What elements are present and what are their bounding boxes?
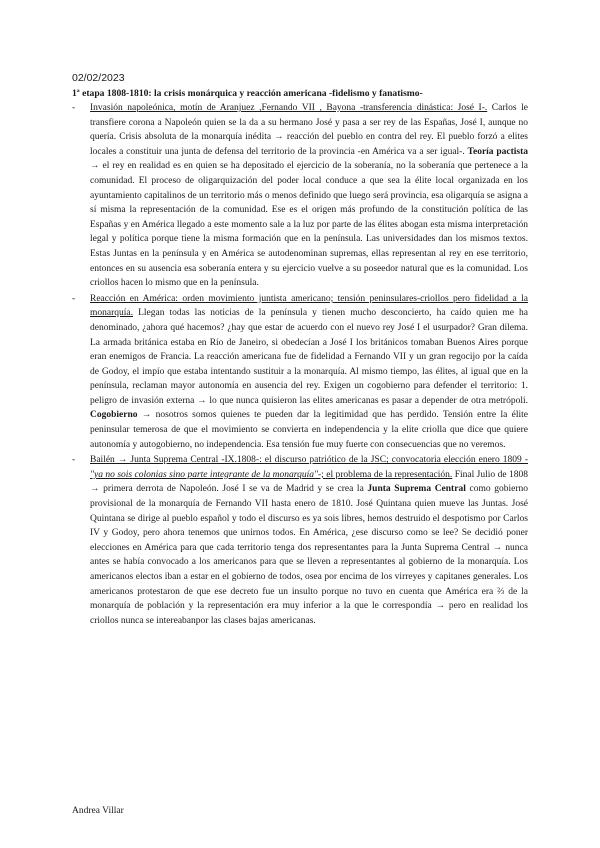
item-title: Reacción en América: orden movimiento juntista americano; tensión peninsulares-criollos pero fidelidad a la monarquía. xyxy=(90,293,528,319)
item-bold-term: Cogobierno xyxy=(90,410,138,421)
item-text: Carlos le transfiere corona a Napoleón quien se la da a su hermano José y pasa a ser rey de las Españas, José I, aunque no quería. Crisis absoluta de la monarquía inédita → reacción del pueblo en contra del rey. El pueblo forzó a elites locales a constituir una junta de defensa del territorio de la provincia -en América va a ser igual-. xyxy=(90,103,528,157)
item-title: Invasión napoleónica, motín de Aranjuez ,Fernando VII , Bayona -transferencia dinástica: José I-. xyxy=(90,103,488,113)
item-text: Llegan todas las noticias de la península y tienen mucho desconcierto, ha caído quien me ha denominado, ¿ahora qué hacemos? ¿hay que estar de acuerdo con el nuevo rey José I el usurpador? Gran dilema. La armada británica estaba en Río de Janeiro, si obedecían a José I los británicos tomaban Buenos Aires porque eran enemigos de Francia. La reacción americana fue de fidelidad a Fernando VII y un gran regocijo por la caída de Godoy, el impío que estaba intentando sustituir a la monarquía. Al mismo tiempo, las élites, al igual que en la península, reclaman mayor autonomía en ausencia del rey. Exigen un cogobierno para defender el territorio: 1. peligro de invasión externa → lo que nunca quisieron las elites americanas es pasar a depender de otra metrópoli. xyxy=(90,308,528,406)
item-text: como gobierno provisional de la monarquía de Fernando VII hasta enero de 1810. José Quintana quien mueve las Juntas. José Quintana se dirige al pueblo español y todo el discurso es ya sois libres, hemos destruido el despotismo por Carlos IV y Godoy, pero ahora tenemos que unirnos todos. En América, ¿ese discurso como se lee? Se decidió poner elecciones en América para que cada territorio tenga dos representantes para la Junta Suprema Central → nunca antes se había convocado a los americanos para que se lleven a representantes al gobierno de la monarquía. Los americanos electos iban a estar en el gobierno de todos, osea por encima de los virreyes y capitanes generales. Los americanos protestaron de que ese decreto fue un insulto porque no tuvo en cuenta que América era ⅔ de la monarquía de población y la representación era muy inferior a la que le correspondía → pero en realidad los criollos nunca se intereabanpor las clases bajas americanas. xyxy=(90,484,528,626)
item-title-quote: "ya no sois colonias sino parte integrante de la monarquía" xyxy=(90,469,318,480)
item-text: → el rey en realidad es en quien se ha depositado el ejercicio de la soberanía, no la soberanía que pertenece a la comunidad. El proceso de oligarquización del poder local conduce a que sea la élite local organizada en los ayuntamiento capitalinos de un territorio más o menos definido que luego será provincia, esa oligarquía se asigna a sí misma la representación de la comunidad. Ese es el origen más profundo de la constitución política de las Españas y en América llegado a este momento sale a la luz por parte de las élites abogan esta misma interpretación legal y política porque tiene la misma formación que en la península. Las universidades dan los mismos textos. Estas Juntas en la península y en América se autodenominan supremas, ellas representan al rey en ese territorio, entonces en su ausencia esa soberanía entera y su ejercicio vuelve a su poseedor natural que es la comunidad. Los criollos hacen lo mismo que en la península. xyxy=(90,161,528,289)
list-item xyxy=(72,292,528,453)
list-item xyxy=(72,453,528,628)
section-heading: 1ª etapa 1808-1810: la crisis monárquica y reacción americana -fidelismo y fanatismo- xyxy=(72,88,423,99)
list-item xyxy=(72,101,529,291)
item-bold-term: Junta Suprema Central xyxy=(367,484,466,495)
bullet-marker: - xyxy=(72,455,76,466)
document-date: 02/02/2023 xyxy=(72,72,125,84)
bullet-marker: - xyxy=(72,293,76,304)
item-title: Bailén → Junta Suprema Central -IX.1808-: el discurso patriótico de la JSC; convocatoria elección enero 1809 - xyxy=(90,455,528,466)
author-footer: Andrea Villar xyxy=(72,806,124,816)
item-bold-term: Teoría pactista xyxy=(467,146,529,157)
item-text: → nosotros somos quienes te pueden dar la legitimidad que has perdido. Tensión entre la élite peninsular temerosa de que el movimiento se convierta en independencia y la elite criolla que dice que quiere autonomía y autogobierno, no independencia. Esa tensión fue muy fuerte con consecuencias que no veremos. xyxy=(90,410,528,450)
item-text: Final Julio de 1808 → primera derrota de Napoleón. José I se va de Madrid y se crea la xyxy=(90,469,528,495)
notes-list xyxy=(72,101,529,628)
bullet-marker: - xyxy=(72,103,76,113)
item-title: -; el problema de la representación. xyxy=(317,469,453,480)
